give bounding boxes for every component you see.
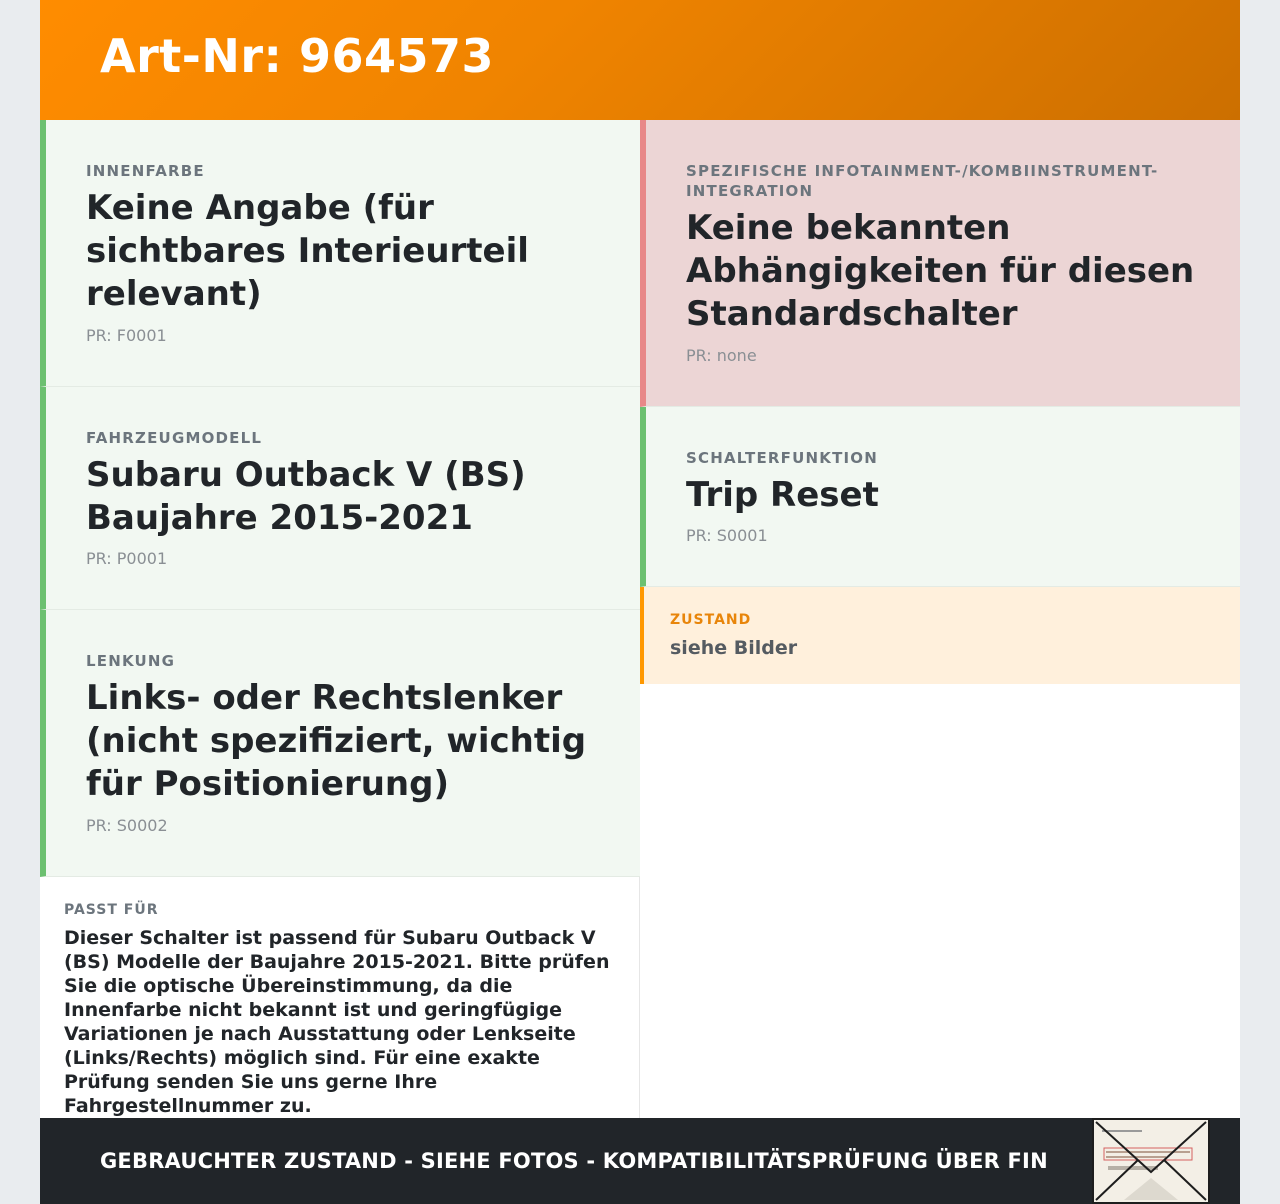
compatibility-section	[40, 877, 639, 1118]
footer-text: GEBRAUCHTER ZUSTAND - SIEHE FOTOS - KOMPATIBILITÄTSPRÜFUNG ÜBER FIN	[100, 1149, 1048, 1173]
condition-box	[640, 587, 1240, 684]
card-value: Links- oder Rechtslenker (nicht spezifiziert, wichtig für Positionierung)	[86, 678, 587, 804]
card-value: Subaru Outback V (BS) Baujahre 2015-2021	[86, 455, 526, 538]
card-lenkung	[40, 610, 640, 877]
header-banner	[40, 0, 1240, 120]
envelope-thumbnail-graphic	[1094, 1120, 1208, 1202]
article-number-title: Art-Nr: 964573	[100, 29, 495, 83]
card-label-line1: SPEZIFISCHE INFOTAINMENT-/KOMBIINSTRUMENT-	[686, 162, 1159, 180]
card-pr-code: PR: P0001	[86, 549, 168, 568]
page	[40, 0, 1240, 1204]
card-schalterfunktion	[640, 407, 1240, 587]
card-pr-code: PR: F0001	[86, 326, 167, 345]
card-label: INNENFARBE	[86, 162, 205, 180]
card-pr-code: PR: none	[686, 346, 757, 365]
envelope-thumbnail-icon[interactable]	[1092, 1118, 1210, 1204]
card-pr-code: PR: S0002	[86, 816, 168, 835]
card-infotainment-integration	[640, 120, 1240, 407]
card-value: Keine bekannten Abhängigkeiten für diesen Standardschalter	[686, 208, 1195, 334]
card-value: Keine Angabe (für sichtbares Interieurteil relevant)	[86, 188, 529, 314]
card-value: Trip Reset	[686, 475, 879, 515]
card-label	[686, 161, 1159, 201]
card-label: LENKUNG	[86, 652, 176, 670]
card-fahrzeugmodell	[40, 387, 640, 610]
card-pr-code: PR: S0001	[686, 526, 768, 545]
card-label: FAHRZEUGMODELL	[86, 429, 263, 447]
condition-label: ZUSTAND	[670, 612, 752, 628]
compatibility-label: PASST FÜR	[64, 902, 159, 918]
card-innenfarbe	[40, 120, 640, 387]
card-label-line2: INTEGRATION	[686, 182, 814, 200]
compatibility-text: Dieser Schalter ist passend für Subaru Outback V (BS) Modelle der Baujahre 2015-2021. Bitte prüfen Sie die optische Übereinstimmung, da die Innenfarbe nicht bekannt ist und geringfügige Variationen je nach Ausstattung oder Lenkseite (Links/Rechts) möglich sind. Für eine exakte Prüfung senden Sie uns gerne Ihre Fahrgestellnummer zu.	[64, 927, 610, 1117]
card-label: SCHALTERFUNKTION	[686, 449, 879, 467]
condition-value: siehe Bilder	[670, 637, 798, 659]
footer-bar	[40, 1118, 1240, 1204]
